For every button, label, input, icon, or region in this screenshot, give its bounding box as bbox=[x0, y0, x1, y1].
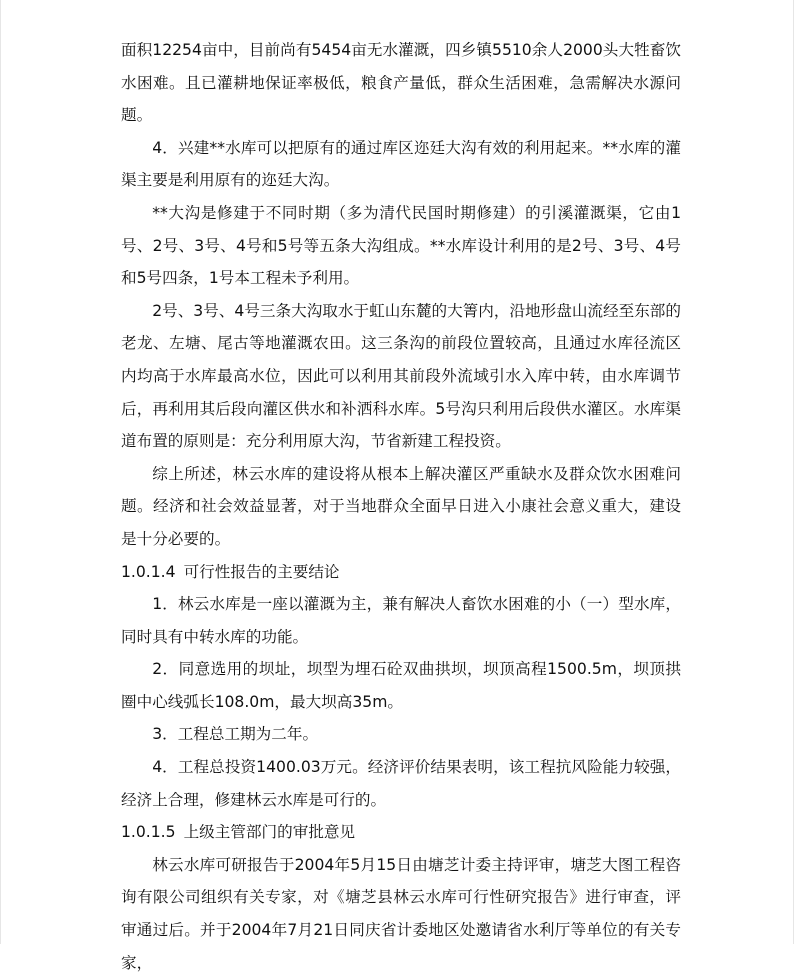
paragraph: 2．同意选用的坝址，坝型为埋石砼双曲拱坝，坝顶高程1500.5m，坝顶拱圈中心线弧长108.0m，最大坝高35m。 bbox=[121, 660, 681, 711]
paragraph: 林云水库可研报告于2004年5月15日由塘芝计委主持评审，塘芝大图工程咨询有限公司组织有关专家，对《塘芝县林云水库可行性研究报告》进行审查，评审通过后。并于2004年7月21日同庆省计委地区处邀请省水利厅等单位的有关专家， bbox=[121, 855, 681, 972]
paragraph: 4．兴建**水库可以把原有的通过库区迩廷大沟有效的利用起来。**水库的灌渠主要是利用原有的迩廷大沟。 bbox=[121, 138, 681, 190]
paragraph: **大沟是修建于不同时期（多为清代民国时期修建）的引溪灌溉渠，它由1号、2号、3号、4号和5号等五条大沟组成。**水库设计利用的是2号、3号、4号和5号四条，1号本工程未予利用。 bbox=[121, 203, 681, 288]
section-title: 可行性报告的主要结论 bbox=[183, 562, 340, 581]
document-body bbox=[121, 34, 681, 979]
section-title: 上级主管部门的审批意见 bbox=[183, 823, 356, 842]
paragraph: 综上所述，林云水库的建设将从根本上解决灌区严重缺水及群众饮水困难问题。经济和社会效益显著，对于当地群众全面早日进入小康社会意义重大，建设是十分必要的。 bbox=[121, 464, 681, 548]
paragraph: 4．工程总投资1400.03万元。经济评价结果表明，该工程抗风险能力较强，经济上合理，修建林云水库是可行的。 bbox=[121, 758, 681, 809]
section-number: 1.0.1.5 bbox=[121, 823, 176, 842]
paragraph: 1．林云水库是一座以灌溉为主，兼有解决人畜饮水困难的小（一）型水库，同时具有中转水库的功能。 bbox=[121, 595, 681, 646]
section-heading bbox=[121, 556, 681, 589]
paragraph: 3．工程总工期为二年。 bbox=[152, 725, 319, 744]
section-number: 1.0.1.4 bbox=[121, 562, 176, 581]
section-heading bbox=[121, 816, 681, 849]
paragraph: 2号、3号、4号三条大沟取水于虹山东麓的大箐内，沿地形盘山流经至东部的老龙、左塘、尾古等地灌溉农田。这三条沟的前段位置较高，且通过水库径流区内均高于水库最高水位，因此可以利用其前段外流域引水入库中转，由水库调节后，再利用其后段向灌区供水和补洒科水库。5号沟只利用后段供水灌区。水库渠道布置的原则是：充分利用原大沟，节省新建工程投资。 bbox=[121, 301, 681, 451]
paragraph: 面积12254亩中，目前尚有5454亩无水灌溉，四乡镇5510余人2000头大牲畜饮水困难。且已灌耕地保证率极低，粮食产量低，群众生活困难，急需解决水源问题。 bbox=[121, 41, 681, 125]
